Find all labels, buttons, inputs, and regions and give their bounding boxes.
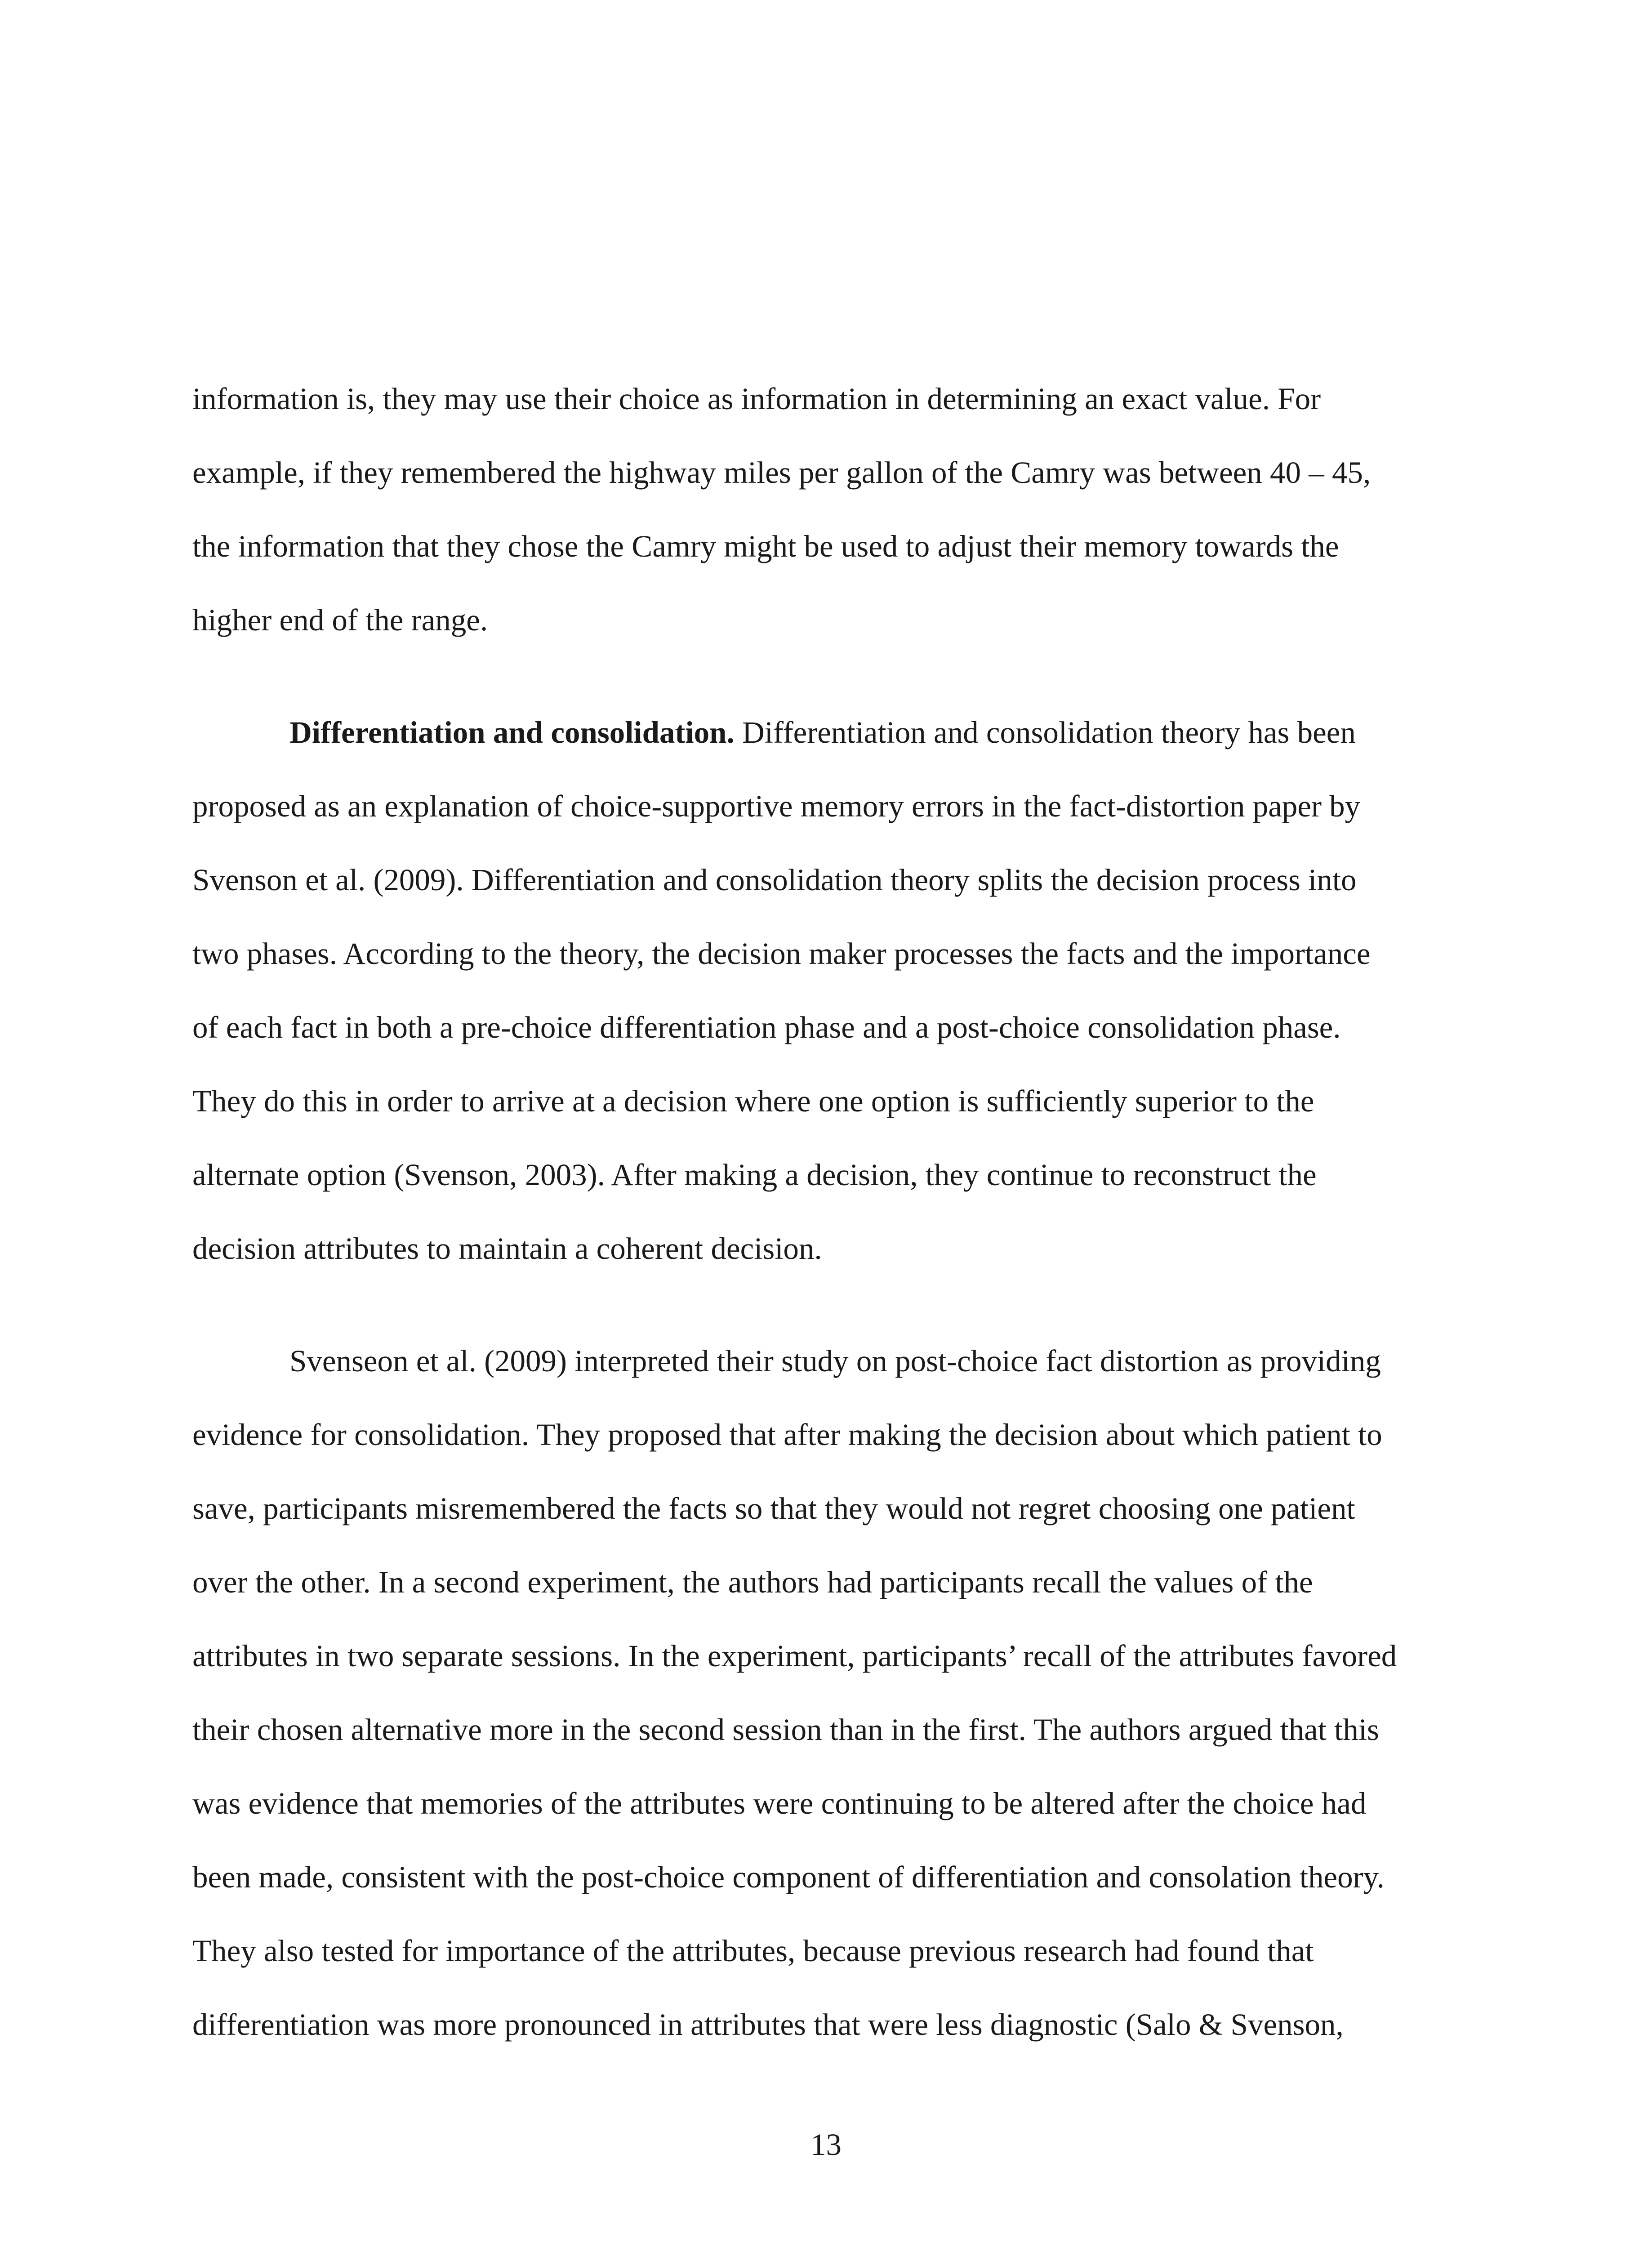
section-heading: Differentiation and consolidation. [289, 715, 735, 749]
text-line: attributes in two separate sessions. In the experiment, participants’ recall of the attributes favored [192, 1639, 1397, 1673]
text-line: over the other. In a second experiment, the authors had participants recall the values of the [192, 1565, 1313, 1599]
paragraph-differentiation [192, 696, 1460, 1285]
text-line: information is, they may use their choice as information in determining an exact value. For [192, 382, 1321, 416]
text-line: They also tested for importance of the attributes, because previous research had found that [192, 1934, 1314, 1968]
text-line: save, participants misremembered the facts so that they would not regret choosing one patient [192, 1491, 1355, 1525]
body-text [192, 362, 1460, 2061]
text-line: decision attributes to maintain a coherent decision. [192, 1231, 822, 1266]
text-line: They do this in order to arrive at a decision where one option is sufficiently superior to the [192, 1084, 1314, 1118]
text-line: the information that they chose the Camry might be used to adjust their memory towards the [192, 529, 1339, 563]
text-line [192, 696, 1460, 769]
text-line: differentiation was more pronounced in attributes that were less diagnostic (Salo & Svenson, [192, 2007, 1344, 2042]
text-line: alternate option (Svenson, 2003). After making a decision, they continue to reconstruct the [192, 1158, 1317, 1192]
text-line: Svenseon et al. (2009) interpreted their study on post-choice fact distortion as providing [289, 1344, 1381, 1378]
text-line: been made, consistent with the post-choice component of differentiation and consolation theory. [192, 1860, 1385, 1894]
text-line: Svenson et al. (2009). Differentiation and consolidation theory splits the decision process into [192, 863, 1357, 897]
text-line: example, if they remembered the highway miles per gallon of the Camry was between 40 – 45, [192, 455, 1371, 490]
paragraph-gap [192, 1285, 1460, 1324]
text-line: was evidence that memories of the attributes were continuing to be altered after the choice had [192, 1786, 1367, 1820]
text-line: two phases. According to the theory, the decision maker processes the facts and the importance [192, 937, 1371, 971]
text-line: proposed as an explanation of choice-supportive memory errors in the fact-distortion paper by [192, 789, 1361, 823]
page-number: 13 [810, 2128, 842, 2162]
paragraph-continuation [192, 362, 1460, 657]
text-line: of each fact in both a pre-choice differentiation phase and a post-choice consolidation phase. [192, 1010, 1341, 1044]
paragraph-svenson [192, 1324, 1460, 2061]
text-run: Differentiation and consolidation theory has been [734, 715, 1356, 749]
paragraph-gap [192, 657, 1460, 696]
text-line: evidence for consolidation. They proposed that after making the decision about which patient to [192, 1418, 1382, 1452]
text-line: their chosen alternative more in the second session than in the first. The authors argued that this [192, 1713, 1379, 1747]
text-line: higher end of the range. [192, 603, 488, 637]
